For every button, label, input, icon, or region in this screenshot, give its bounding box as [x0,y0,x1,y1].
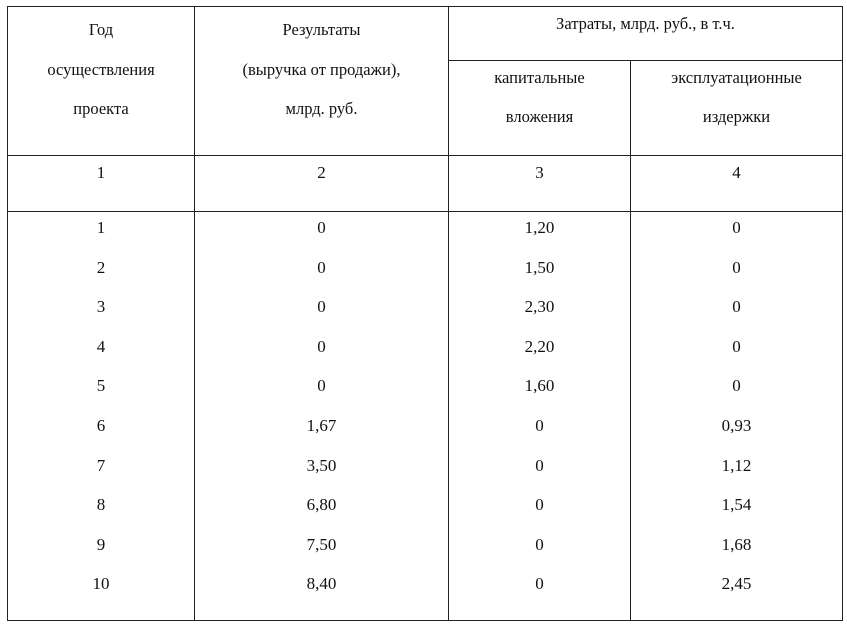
operating-cell: 2,45 [721,574,752,593]
column-number-2: 2 [317,163,326,182]
year-cell: 3 [96,297,106,316]
results-cell: 3,50 [306,456,337,475]
year-cell: 10 [92,574,110,593]
year-cell: 4 [96,337,106,356]
header-year-line-3: проекта [73,99,129,118]
operating-cell: 0 [732,337,741,356]
header-results-line-3: млрд. руб. [285,99,358,118]
operating-cell: 0 [732,297,741,316]
header-capital-line-2: вложения [505,107,574,126]
year-cell: 8 [96,495,106,514]
column-number-4: 4 [732,163,741,182]
results-cell: 0 [317,337,326,356]
numbers-bottom-border [7,211,843,212]
header-bottom-border [7,155,843,156]
capital-cell: 0 [535,416,544,435]
results-cell: 0 [317,218,326,237]
year-cell: 7 [96,456,106,475]
capital-cell: 1,20 [524,218,555,237]
header-results-line-2: (выручка от продажи), [242,60,401,79]
results-cell: 8,40 [306,574,337,593]
capital-cell: 0 [535,456,544,475]
header-costs-group: Затраты, млрд. руб., в т.ч. [556,14,735,33]
results-cell: 7,50 [306,535,337,554]
header-results-line-1: Результаты [282,20,361,39]
header-year-line-2: осуществления [47,60,155,79]
results-cell: 0 [317,258,326,277]
results-cell: 6,80 [306,495,337,514]
capital-cell: 0 [535,495,544,514]
year-cell: 6 [96,416,106,435]
capital-cell: 2,30 [524,297,555,316]
table-border-top [7,6,843,7]
column-number-3: 3 [535,163,544,182]
year-cell: 5 [96,376,106,395]
capital-cell: 1,60 [524,376,555,395]
column-number-1: 1 [96,163,106,182]
header-year-line-1: Год [88,20,114,39]
operating-cell: 0 [732,258,741,277]
subheader-divider [448,60,843,61]
header-capital-line-1: капитальные [494,68,585,87]
table-border-bottom [7,620,843,621]
operating-cell: 1,12 [721,456,752,475]
results-cell: 0 [317,376,326,395]
year-cell: 1 [96,218,106,237]
results-cell: 1,67 [306,416,337,435]
capital-cell: 1,50 [524,258,555,277]
year-cell: 2 [96,258,106,277]
header-operating-line-1: эксплуатационные [671,68,802,87]
header-operating-line-2: издержки [702,107,771,126]
capital-cell: 0 [535,574,544,593]
operating-cell: 1,68 [721,535,752,554]
operating-cell: 0,93 [721,416,752,435]
year-cell: 9 [96,535,106,554]
operating-cell: 0 [732,218,741,237]
operating-cell: 0 [732,376,741,395]
capital-cell: 0 [535,535,544,554]
results-cell: 0 [317,297,326,316]
operating-cell: 1,54 [721,495,752,514]
capital-cell: 2,20 [524,337,555,356]
